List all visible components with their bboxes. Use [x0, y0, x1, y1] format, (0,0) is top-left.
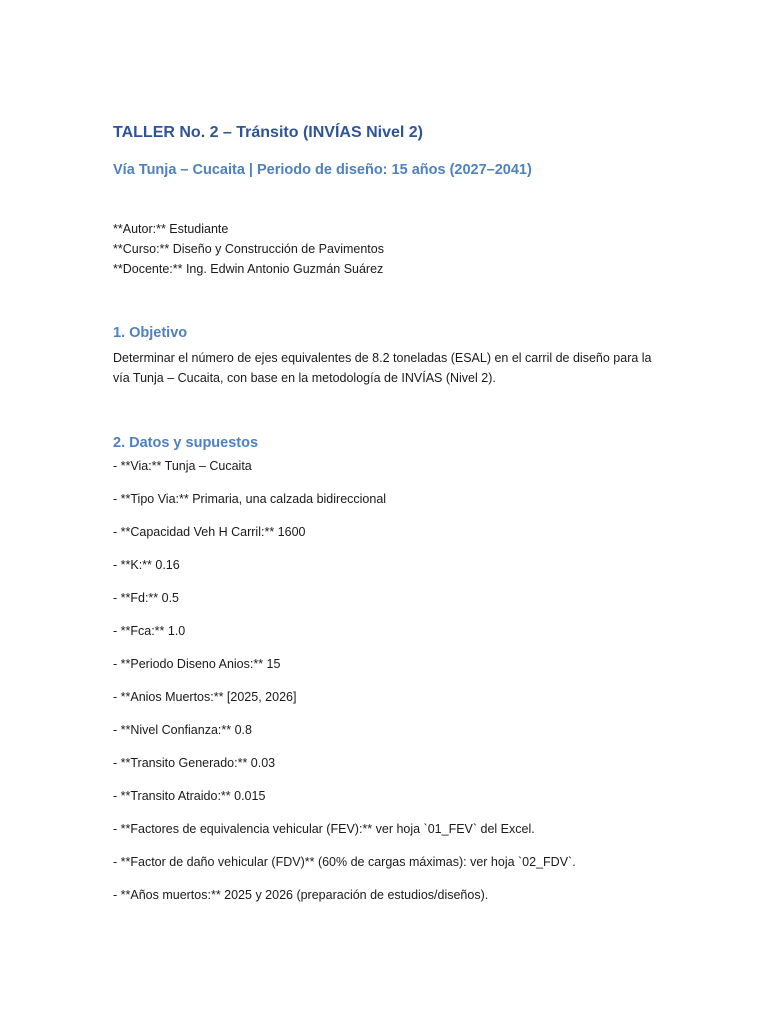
list-item: - **Transito Atraido:** 0.015 [113, 789, 266, 803]
document-meta [113, 219, 384, 279]
document-title: TALLER No. 2 – Tránsito (INVÍAS Nivel 2) [113, 124, 423, 141]
list-item: - **Tipo Via:** Primaria, una calzada bidireccional [113, 492, 387, 506]
objetivo-paragraph: Determinar el número de ejes equivalentes de 8.2 toneladas (ESAL) en el carril de diseño para la vía Tunja – Cucaita, con base en la metodología de INVÍAS (Nivel 2). [113, 351, 652, 385]
list-item: - **Nivel Confianza:** 0.8 [113, 723, 252, 737]
section-heading-objetivo: 1. Objetivo [113, 325, 188, 341]
list-item: - **Anios Muertos:** [2025, 2026] [113, 690, 297, 704]
list-item: - **K:** 0.16 [113, 558, 180, 572]
document-subtitle: Vía Tunja – Cucaita | Periodo de diseño: 15 años (2027–2041) [113, 162, 532, 178]
list-item: - **Fca:** 1.0 [113, 624, 186, 638]
meta-teacher: **Docente:** Ing. Edwin Antonio Guzmán Suárez [113, 262, 384, 276]
list-item: - **Transito Generado:** 0.03 [113, 756, 276, 770]
list-item: - **Fd:** 0.5 [113, 591, 180, 605]
section-heading-datos: 2. Datos y supuestos [113, 435, 259, 451]
list-item: - **Años muertos:** 2025 y 2026 (preparación de estudios/diseños). [113, 888, 489, 902]
meta-course: **Curso:** Diseño y Construcción de Pavimentos [113, 242, 384, 256]
list-item: - **Periodo Diseno Anios:** 15 [113, 657, 281, 671]
list-item: - **Via:** Tunja – Cucaita [113, 459, 252, 473]
meta-author: **Autor:** Estudiante [113, 222, 229, 236]
list-item: - **Factor de daño vehicular (FDV)** (60% de cargas máximas): ver hoja `02_FDV`. [113, 855, 576, 869]
list-item: - **Capacidad Veh H Carril:** 1600 [113, 525, 306, 539]
datos-list [113, 456, 576, 918]
list-item: - **Factores de equivalencia vehicular (FEV):** ver hoja `01_FEV` del Excel. [113, 822, 535, 836]
